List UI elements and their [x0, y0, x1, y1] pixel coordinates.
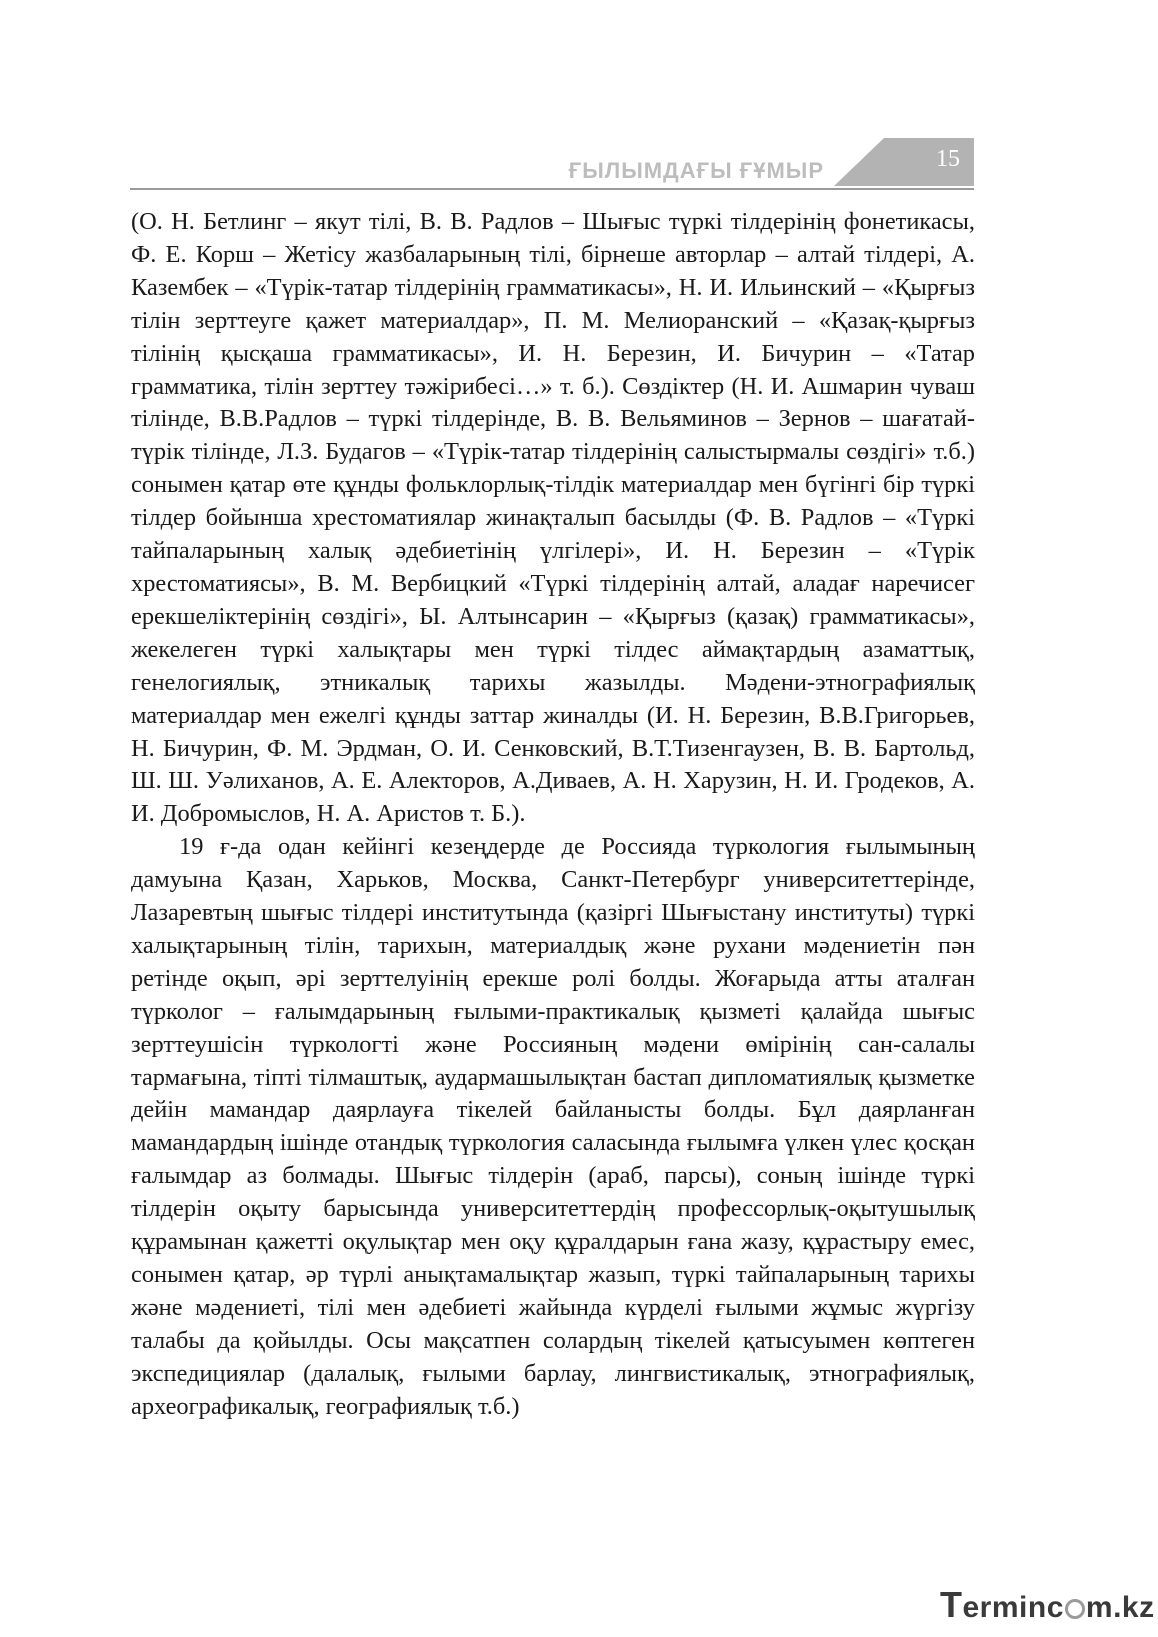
body-text [131, 206, 975, 1424]
logo-text-c: c [1046, 1591, 1064, 1624]
logo-letter-t: T [940, 1584, 963, 1625]
header-rule [130, 188, 974, 190]
termincom-logo [940, 1584, 1155, 1626]
page-number: 15 [936, 146, 960, 172]
paragraph: 19 ғ-да одан кейінгі кезеңдерде де Россияда түркология ғылымының дамуына Қазан, Харьков, Москва, Санкт-Петербург университеттерінде, Лазаревтың шығыс тілдері институтында (қазіргі Шығыстану институты) түркі халықтарының тілін, тарихын, материалдық және рухани мәдениетін пән ретінде оқып, әрі зерттелуінің ерекше ролі болды. Жоғарыда атты аталған түрколог – ғалымдарының ғылыми-практикалық қызметі қалайда шығыс зерттеушісін түркологті және Россияның мәдени өмірінің сан-салалы тармағына, тіпті тілмаштық, аудармашылықтан бастап дипломатиялық қызметке дейін мамандар даярлауға тікелей байланысты болды. Бұл даярланған мамандардың ішінде отандық түркология саласында ғылымға үлкен үлес қосқан ғалымдар аз болмады. Шығыс тілдерін (араб, парсы), соның ішінде түркі тілдерін оқыту барысында университеттердің профессорлық-оқытушылық құрамынан қажетті оқулықтар мен оқу құралдарын ғана жазу, құрастыру емес, сонымен қатар, әр түрлі анықтамалықтар жазып, түркі тайпаларының тарихы және мәдениеті, тілі мен әдебиеті жайында күрделі ғылыми жұмыс жүргізу талабы да қойылды. Осы мақсатпен солардың тікелей қатысуымен көптеген экспедициялар (далалық, ғылыми барлау, лингвистикалық, этнографиялық, археографикалық, географиялық т.б.) [131, 833, 975, 1420]
logo-text-tail: m.kz [1085, 1591, 1155, 1624]
paragraph: (О. Н. Бетлинг – якут тілі, В. В. Радлов – Шығыс түркі тілдерінің фонетикасы, Ф. Е. Корш – Жетісу жазбаларының тілі, бірнеше авторлар – алтай тілдері, А. Казембек – «Түрік-татар тілдерінің грамматикасы», Н. И. Ильинский – «Қырғыз тілін зерттеуге қажет материалдар», П. М. Мелиоранский – «Қазақ-қырғыз тілінің қысқаша грамматикасы», И. Н. Березин, И. Бичурин – «Татар грамматика, тілін зерттеу тәжірибесі…» т. б.). Сөздіктер (Н. И. Ашмарин чуваш тілінде, В.В.Радлов – түркі тілдерінде, В. В. Вельяминов – Зернов – шағатай-түрік тілінде, Л.З. Будагов – «Түрік-татар тілдерінің салыстырмалы сөздігі» т.б.) сонымен қатар өте құнды фольклорлық-тілдік материалдар мен бүгінгі бір түркі тілдер бойынша хрестоматиялар жинақталып басылды (Ф. В. Радлов – «Түркі тайпаларының халық әдебиетінің үлгілері», И. Н. Березин – «Түрік хрестоматиясы», В. М. Вербицкий «Түркі тілдерінің алтай, аладағ наречисег ерекшеліктерінің сөздігі», Ы. Алтынсарин – «Қырғыз (қазақ) грамматикасы», жекелеген түркі халықтары мен түркі тілдес аймақтардың азаматтық, генелогиялық, этникалық тарихы жазылды. Мәдени-этнографиялық материалдар мен ежелгі құнды заттар жиналды (И. Н. Березин, В.В.Григорьев, Н. Бичурин, Ф. М. Эрдман, О. И. Сенковский, В.Т.Тизенгаузен, В. В. Бартольд, Ш. Ш. Уәлиханов, А. Е. Алекторов, А.Диваев, А. Н. Харузин, Н. И. Гродеков, А. И. Добромыслов, Н. А. Аристов т. Б.). [131, 208, 975, 828]
logo-ring-icon [1065, 1599, 1085, 1619]
page-header [130, 138, 974, 190]
logo-text-mid: ermin [962, 1591, 1047, 1624]
running-title: ҒЫЛЫМДАҒЫ ҒҰМЫР [568, 158, 824, 183]
